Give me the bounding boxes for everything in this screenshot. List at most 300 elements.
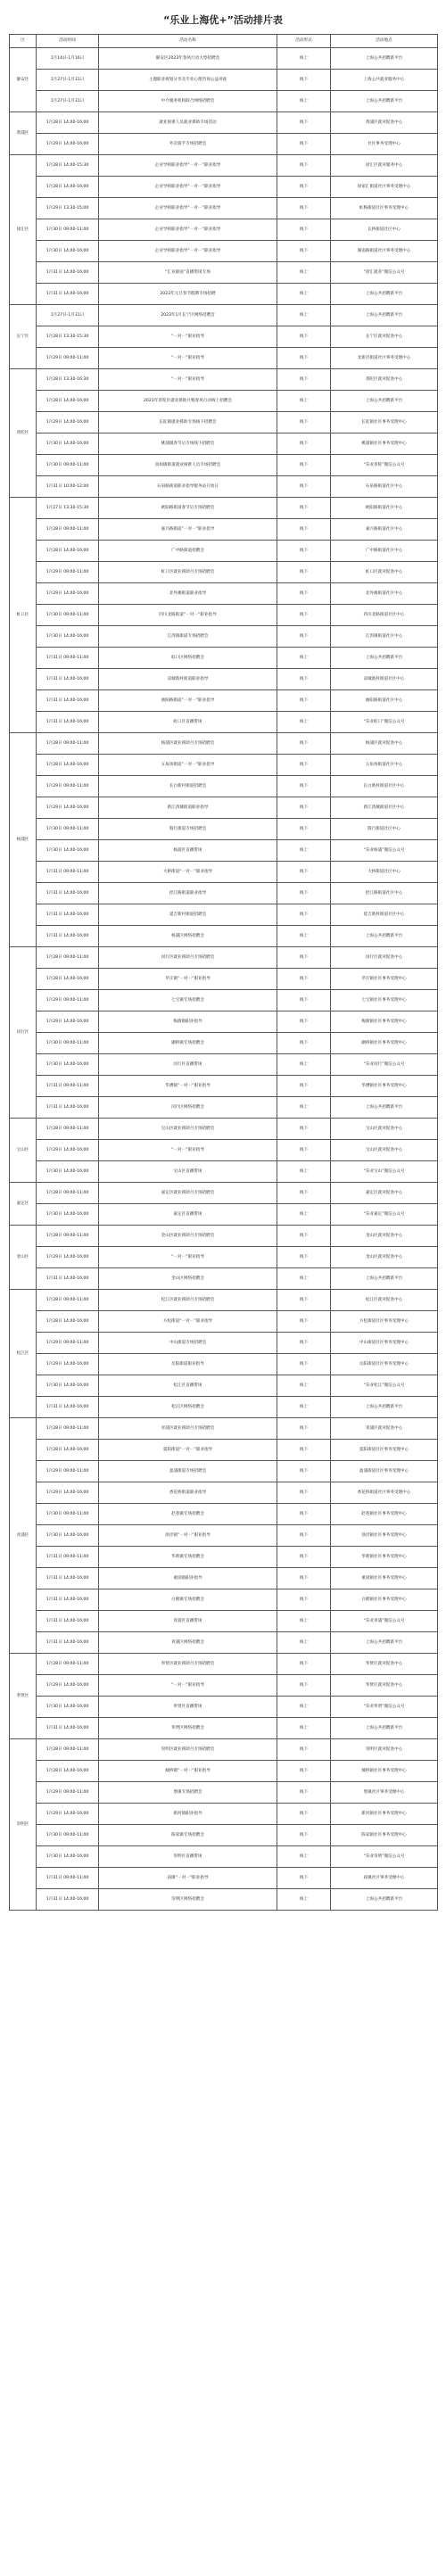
- header-location: 活动地点: [331, 35, 438, 48]
- activity-form-cell: 线下: [277, 1568, 331, 1589]
- activity-name-cell: 新江湾城街道职业指导: [99, 797, 277, 819]
- activity-name-cell: 就业困难人员就业援助专场活动: [99, 112, 277, 134]
- activity-form-cell: 线下: [277, 1761, 331, 1782]
- table-row: [10, 1504, 438, 1525]
- location-cell: 新江湾城街道社区中心: [331, 797, 438, 819]
- table-row: [10, 626, 438, 648]
- activity-form-cell: 线下: [277, 1119, 331, 1140]
- location-cell: 黄浦区就业促进中心: [331, 112, 438, 134]
- time-cell: 1月31日 14:00-16:00: [37, 1568, 99, 1589]
- table-row: [10, 733, 438, 755]
- time-cell: 1月30日 09:00-11:00: [37, 219, 99, 241]
- time-cell: 1月31日 09:00-11:00: [37, 1547, 99, 1568]
- location-cell: 曲阳路街道社区中心: [331, 690, 438, 712]
- activity-form-cell: 线下: [277, 1311, 331, 1333]
- activity-name-cell: 延吉新村街道招聘会: [99, 904, 277, 926]
- time-cell: 1月28日 14:00-15:30: [37, 155, 99, 177]
- activity-name-cell: “汇业职途”直播带岗专场: [99, 262, 277, 284]
- location-cell: 虹口区就业促进中心: [331, 562, 438, 583]
- table-row: [10, 541, 438, 562]
- activity-form-cell: 线下: [277, 605, 331, 626]
- district-cell: 徐汇区: [10, 155, 37, 305]
- time-cell: 1月31日 14:00-16:00: [37, 904, 99, 926]
- activity-name-cell: 盈浦街道专场招聘会: [99, 1461, 277, 1482]
- time-cell: 1月30日 14:00-16:00: [37, 626, 99, 648]
- table-row: [10, 1161, 438, 1183]
- time-cell: 1月30日 14:00-16:00: [37, 1697, 99, 1718]
- time-cell: 1月30日 14:00-16:00: [37, 1375, 99, 1397]
- activity-form-cell: 线下: [277, 519, 331, 541]
- time-cell: 1月31日 09:00-11:00: [37, 862, 99, 883]
- activity-form-cell: 线下: [277, 241, 331, 262]
- time-cell: 1月31日 14:00-16:00: [37, 1397, 99, 1418]
- activity-form-cell: 线下: [277, 776, 331, 797]
- time-cell: 1月28日 13:30-16:30: [37, 369, 99, 391]
- time-cell: 1月28日 14:00-16:00: [37, 391, 99, 412]
- activity-name-cell: 大桥街道“一对一”职业指导: [99, 862, 277, 883]
- activity-name-cell: 闵行区网络招聘会: [99, 1097, 277, 1119]
- time-cell: 1月28日 14:00-16:00: [37, 541, 99, 562]
- activity-form-cell: 线下: [277, 1418, 331, 1440]
- header-name: 活动名称: [99, 35, 277, 48]
- location-cell: 闵行区就业促进中心: [331, 947, 438, 969]
- time-cell: 1月31日 09:00-11:00: [37, 1076, 99, 1097]
- activity-name-cell: 杨浦区直播带岗: [99, 840, 277, 862]
- time-cell: 1月28日 14:00-16:00: [37, 112, 99, 134]
- location-cell: 徐泾镇社区事务受理中心: [331, 1525, 438, 1547]
- time-cell: 1月28日 09:00-11:00: [37, 1739, 99, 1761]
- activity-name-cell: 赵巷镇专场招聘会: [99, 1504, 277, 1525]
- activity-name-cell: 青浦区就业援助月专场招聘会: [99, 1418, 277, 1440]
- time-cell: 1月31日 14:00-16:00: [37, 669, 99, 690]
- time-cell: 1月29日 14:00-16:00: [37, 1675, 99, 1697]
- time-cell: 1月30日 14:00-16:00: [37, 1054, 99, 1076]
- location-cell: 香花桥街道社区事务受理中心: [331, 1482, 438, 1504]
- table-row: [10, 519, 438, 541]
- activity-form-cell: 线下: [277, 369, 331, 391]
- activity-form-cell: 线下: [277, 1354, 331, 1375]
- table-row: [10, 1097, 438, 1119]
- table-row: [10, 969, 438, 990]
- location-cell: 金山区就业促进中心: [331, 1247, 438, 1268]
- activity-form-cell: 线下: [277, 947, 331, 969]
- activity-name-cell: 曲阳路街道“一对一”职业指导: [99, 690, 277, 712]
- district-cell: 崇明区: [10, 1739, 37, 1911]
- activity-name-cell: 闵行区直播带岗: [99, 1054, 277, 1076]
- activity-name-cell: 徐泾镇“一对一”职业指导: [99, 1525, 277, 1547]
- location-cell: 上海公共招聘新平台: [331, 391, 438, 412]
- table-row: [10, 1525, 438, 1547]
- activity-name-cell: 青浦区网络招聘会: [99, 1632, 277, 1654]
- time-cell: 1月29日 14:00-16:00: [37, 1354, 99, 1375]
- activity-form-cell: 线上: [277, 1097, 331, 1119]
- time-cell: 1月28日 09:00-11:00: [37, 1119, 99, 1140]
- district-cell: 青浦区: [10, 1418, 37, 1654]
- location-cell: 七宝镇社区事务受理中心: [331, 990, 438, 1011]
- page-title: “乐业上海优+”活动排片表: [163, 14, 283, 26]
- activity-name-cell: 崇明区就业援助月专场招聘会: [99, 1739, 277, 1761]
- table-row: [10, 219, 438, 241]
- activity-form-cell: 线下: [277, 1739, 331, 1761]
- location-cell: 上海公共招聘新平台: [331, 1397, 438, 1418]
- table-row: [10, 1611, 438, 1632]
- location-cell: 徐家汇街道社区事务受理中心: [331, 177, 438, 198]
- activity-name-cell: 殷行街道专场招聘会: [99, 819, 277, 840]
- location-cell: “乐业嘉定”微信公众号: [331, 1204, 438, 1226]
- time-cell: 1月29日 14:00-16:00: [37, 1804, 99, 1825]
- activity-form-cell: 线下: [277, 326, 331, 348]
- location-cell: 上海公共招聘新平台: [331, 1097, 438, 1119]
- activity-form-cell: 线下: [277, 1183, 331, 1204]
- activity-name-cell: 江湾镇街道专场招聘会: [99, 626, 277, 648]
- table-row: [10, 690, 438, 712]
- location-cell: 奉贤区就业促进中心: [331, 1675, 438, 1697]
- location-cell: 长宁区就业促进中心: [331, 326, 438, 348]
- time-cell: 1月29日 09:00-11:00: [37, 1461, 99, 1482]
- activity-name-cell: 闵行区就业援助月专场招聘会: [99, 947, 277, 969]
- location-cell: 崇明区就业促进中心: [331, 1739, 438, 1761]
- activity-name-cell: 重固镇职业指导: [99, 1568, 277, 1589]
- activity-form-cell: 线上: [277, 1375, 331, 1397]
- activity-form-cell: 线下: [277, 690, 331, 712]
- location-cell: 梅陇镇社区事务受理中心: [331, 1011, 438, 1033]
- activity-form-cell: 线上: [277, 48, 331, 70]
- activity-name-cell: 中介服务机构联合网络招聘会: [99, 91, 277, 112]
- location-cell: “乐业崇明”微信公众号: [331, 1846, 438, 1868]
- table-row: [10, 755, 438, 776]
- time-cell: 1月31日 14:00-16:00: [37, 1097, 99, 1119]
- location-cell: 长桥街道社区中心: [331, 219, 438, 241]
- activity-form-cell: 线下: [277, 562, 331, 583]
- activity-form-cell: 线下: [277, 1504, 331, 1525]
- time-cell: 1月30日 14:00-16:00: [37, 1525, 99, 1547]
- location-cell: “乐业青浦”微信公众号: [331, 1611, 438, 1632]
- location-cell: 延吉新村街道社区中心: [331, 904, 438, 926]
- location-cell: 上海公共招聘新平台: [331, 648, 438, 669]
- time-cell: 1月29日 09:00-11:00: [37, 348, 99, 369]
- activity-form-cell: 线下: [277, 1868, 331, 1889]
- time-cell: 1月29日 14:00-16:00: [37, 797, 99, 819]
- activity-name-cell: “一对一”职业指导: [99, 348, 277, 369]
- table-row: [10, 70, 438, 91]
- time-cell: 1月29日 13:30-15:00: [37, 198, 99, 219]
- activity-name-cell: 方松街道“一对一”职业指导: [99, 1311, 277, 1333]
- time-cell: 1月29日 09:00-11:00: [37, 776, 99, 797]
- schedule-table: [9, 34, 438, 1911]
- location-cell: 华漕镇社区事务受理中心: [331, 1076, 438, 1097]
- activity-name-cell: 企业导师职业指导“一对一”职业指导: [99, 198, 277, 219]
- activity-name-cell: 石泉路街道职业指导服务站开放日: [99, 476, 277, 498]
- district-cell: 奉贤区: [10, 1654, 37, 1739]
- activity-name-cell: 松江区网络招聘会: [99, 1397, 277, 1418]
- table-row: [10, 776, 438, 797]
- time-cell: 1月14日-1月16日: [37, 48, 99, 70]
- activity-name-cell: “一对一”职业指导: [99, 369, 277, 391]
- district-cell: 黄浦区: [10, 112, 37, 155]
- activity-form-cell: 线下: [277, 155, 331, 177]
- table-row: [10, 1183, 438, 1204]
- time-cell: 1月31日 14:00-16:00: [37, 1268, 99, 1290]
- activity-name-cell: 莘庄镇“一对一”职业指导: [99, 969, 277, 990]
- table-row: [10, 1226, 438, 1247]
- activity-name-cell: 新河镇职业指导: [99, 1804, 277, 1825]
- activity-form-cell: 线下: [277, 1654, 331, 1675]
- activity-form-cell: 线下: [277, 1461, 331, 1482]
- table-row: [10, 91, 438, 112]
- activity-form-cell: 线下: [277, 198, 331, 219]
- activity-name-cell: 华漕镇“一对一”职业指导: [99, 1076, 277, 1097]
- activity-name-cell: 青浦区直播带岗: [99, 1611, 277, 1632]
- activity-form-cell: 线上: [277, 1397, 331, 1418]
- location-cell: “乐业普陀”微信公众号: [331, 455, 438, 476]
- table-row: [10, 1461, 438, 1482]
- time-cell: 1月29日 14:00-16:00: [37, 134, 99, 155]
- location-cell: 上海公共就业服务中心: [331, 70, 438, 91]
- activity-form-cell: 线上: [277, 1718, 331, 1739]
- table-row: [10, 1397, 438, 1418]
- time-cell: 1月31日 14:00-16:00: [37, 284, 99, 305]
- table-row: [10, 1739, 438, 1761]
- activity-form-cell: 线上: [277, 262, 331, 284]
- activity-form-cell: 线下: [277, 904, 331, 926]
- location-cell: 上海公共招聘新平台: [331, 91, 438, 112]
- time-cell: 1月30日 09:00-11:00: [37, 455, 99, 476]
- district-cell: 长宁区: [10, 305, 37, 369]
- activity-form-cell: 线下: [277, 455, 331, 476]
- table-row: [10, 1568, 438, 1589]
- location-cell: 上海公共招聘新平台: [331, 926, 438, 947]
- table-row: [10, 1333, 438, 1354]
- time-cell: 1月31日 14:00-16:00: [37, 1611, 99, 1632]
- table-row: [10, 669, 438, 690]
- district-cell: 闵行区: [10, 947, 37, 1119]
- activity-form-cell: 线下: [277, 219, 331, 241]
- activity-form-cell: 线上: [277, 648, 331, 669]
- location-cell: 广中路街道社区中心: [331, 541, 438, 562]
- activity-name-cell: 颛桥镇专场招聘会: [99, 1033, 277, 1054]
- time-cell: 1月28日 14:00-16:00: [37, 1311, 99, 1333]
- activity-name-cell: 崇明区网络招聘会: [99, 1889, 277, 1911]
- time-cell: 1月29日 14:00-16:00: [37, 1247, 99, 1268]
- activity-name-cell: 嘉定区直播带岗: [99, 1204, 277, 1226]
- table-row: [10, 1354, 438, 1375]
- activity-form-cell: 线下: [277, 476, 331, 498]
- table-row: [10, 455, 438, 476]
- activity-form-cell: 线下: [277, 1076, 331, 1097]
- activity-name-cell: 庙镇“一对一”职业指导: [99, 1868, 277, 1889]
- location-cell: 嘉兴路街道社区中心: [331, 519, 438, 541]
- time-cell: 1月28日 14:00-16:00: [37, 177, 99, 198]
- location-cell: 普陀区就业促进中心: [331, 369, 438, 391]
- activity-form-cell: 线下: [277, 1290, 331, 1311]
- time-cell: 1月30日 09:00-11:00: [37, 605, 99, 626]
- time-cell: 1月29日 14:00-16:00: [37, 1011, 99, 1033]
- time-cell: 1月31日 14:00-16:00: [37, 712, 99, 733]
- activity-name-cell: 奉贤区直播带岗: [99, 1697, 277, 1718]
- location-cell: 松江区就业促进中心: [331, 1290, 438, 1311]
- table-row: [10, 1011, 438, 1033]
- table-row: [10, 1054, 438, 1076]
- table-row: [10, 1418, 438, 1440]
- time-cell: 1月29日 09:00-11:00: [37, 990, 99, 1011]
- time-cell: 1月30日 14:00-16:00: [37, 241, 99, 262]
- location-cell: 庙镇社区事务受理中心: [331, 1868, 438, 1889]
- time-cell: 1月28日 09:00-11:00: [37, 1183, 99, 1204]
- activity-form-cell: 线下: [277, 1226, 331, 1247]
- location-cell: 夏阳街道社区事务受理中心: [331, 1440, 438, 1461]
- location-cell: 社区事务受理中心: [331, 134, 438, 155]
- activity-name-cell: 嘉兴路街道“一对一”职业指导: [99, 519, 277, 541]
- table-row: [10, 1782, 438, 1804]
- time-cell: 1月30日 09:00-11:00: [37, 1033, 99, 1054]
- activity-form-cell: 线上: [277, 91, 331, 112]
- time-cell: 1月27日-1月31日: [37, 70, 99, 91]
- activity-form-cell: 线下: [277, 1440, 331, 1461]
- time-cell: 1月31日 09:00-11:00: [37, 1868, 99, 1889]
- table-row: [10, 1119, 438, 1140]
- table-row: [10, 1140, 438, 1161]
- activity-name-cell: 松江区就业援助月专场招聘会: [99, 1290, 277, 1311]
- activity-form-cell: 线下: [277, 1675, 331, 1697]
- activity-form-cell: 线下: [277, 541, 331, 562]
- time-cell: 1月31日 14:00-16:00: [37, 1632, 99, 1654]
- schedule-body: [10, 48, 438, 1911]
- table-row: [10, 990, 438, 1011]
- activity-name-cell: 外卖骑手专场招聘会: [99, 134, 277, 155]
- activity-name-cell: 广中路街道招聘会: [99, 541, 277, 562]
- location-cell: 颛桥镇社区事务受理中心: [331, 1033, 438, 1054]
- location-cell: “乐业宝山”微信公众号: [331, 1161, 438, 1183]
- time-cell: 1月31日 14:00-16:00: [37, 262, 99, 284]
- activity-name-cell: 四川北路街道“一对一”职业指导: [99, 605, 277, 626]
- time-cell: 1月29日 14:00-16:00: [37, 583, 99, 605]
- activity-name-cell: 松江区直播带岗: [99, 1375, 277, 1397]
- table-row: [10, 1846, 438, 1868]
- table-row: [10, 947, 438, 969]
- activity-form-cell: 线下: [277, 1525, 331, 1547]
- activity-form-cell: 线上: [277, 1054, 331, 1076]
- activity-name-cell: 凉城新村街道职业指导: [99, 669, 277, 690]
- table-row: [10, 48, 438, 70]
- table-row: [10, 562, 438, 583]
- activity-name-cell: 杨浦区就业援助月专场招聘会: [99, 733, 277, 755]
- table-row: [10, 348, 438, 369]
- activity-name-cell: 夏阳街道“一对一”职业指导: [99, 1440, 277, 1461]
- time-cell: 1月29日 14:00-16:00: [37, 412, 99, 433]
- table-row: [10, 1547, 438, 1568]
- time-cell: 1月29日 09:00-11:00: [37, 1333, 99, 1354]
- table-row: [10, 1375, 438, 1397]
- time-cell: 1月31日 14:00-16:00: [37, 1889, 99, 1911]
- activity-form-cell: 线下: [277, 669, 331, 690]
- location-cell: 重固镇社区事务受理中心: [331, 1568, 438, 1589]
- activity-name-cell: 金山区网络招聘会: [99, 1268, 277, 1290]
- location-cell: 上海公共招聘新平台: [331, 48, 438, 70]
- table-header-row: [10, 35, 438, 48]
- activity-name-cell: 北外滩街道职业指导: [99, 583, 277, 605]
- activity-name-cell: “一对一”职业指导: [99, 326, 277, 348]
- activity-name-cell: “一对一”职业指导: [99, 1675, 277, 1697]
- activity-form-cell: 线上: [277, 712, 331, 733]
- time-cell: 1月30日 14:00-16:00: [37, 840, 99, 862]
- location-cell: 杨浦区就业促进中心: [331, 733, 438, 755]
- table-row: [10, 583, 438, 605]
- activity-form-cell: 线下: [277, 1333, 331, 1354]
- activity-form-cell: 线上: [277, 284, 331, 305]
- location-cell: 上海公共招聘新平台: [331, 1632, 438, 1654]
- activity-form-cell: 线下: [277, 1589, 331, 1611]
- district-cell: 普陀区: [10, 369, 37, 498]
- activity-form-cell: 线下: [277, 626, 331, 648]
- district-cell: 松江区: [10, 1290, 37, 1418]
- activity-name-cell: 欧阳路街道春节后专场招聘会: [99, 498, 277, 519]
- activity-form-cell: 线下: [277, 1547, 331, 1568]
- time-cell: 1月29日 09:00-11:00: [37, 1782, 99, 1804]
- activity-form-cell: 线下: [277, 990, 331, 1011]
- location-cell: 虹梅街道社区事务受理中心: [331, 198, 438, 219]
- activity-form-cell: 线上: [277, 1268, 331, 1290]
- activity-name-cell: 城桥镇“一对一”职业指导: [99, 1761, 277, 1782]
- table-row: [10, 1761, 438, 1782]
- location-cell: 白鹤镇社区事务受理中心: [331, 1589, 438, 1611]
- location-cell: 上海公共招聘新平台: [331, 1718, 438, 1739]
- activity-name-cell: 主题职业规划分享及专业心理咨询公益讲座: [99, 70, 277, 91]
- location-cell: 城桥镇社区事务受理中心: [331, 1761, 438, 1782]
- location-cell: “乐业虹口”微信公众号: [331, 712, 438, 733]
- activity-name-cell: 梅陇镇职业指导: [99, 1011, 277, 1033]
- activity-name-cell: 七宝镇专场招聘会: [99, 990, 277, 1011]
- header-time: 活动时间: [37, 35, 99, 48]
- district-cell: 宝山区: [10, 1119, 37, 1183]
- table-row: [10, 112, 438, 134]
- activity-name-cell: 桃浦镇春节后专场线下招聘会: [99, 433, 277, 455]
- header-form: 活动形式: [277, 35, 331, 48]
- table-row: [10, 1697, 438, 1718]
- location-cell: 赵巷镇社区事务受理中心: [331, 1504, 438, 1525]
- district-cell: 金山区: [10, 1226, 37, 1290]
- location-cell: “乐业松江”微信公众号: [331, 1375, 438, 1397]
- location-cell: 欧阳路街道社区中心: [331, 498, 438, 519]
- activity-name-cell: 宝山区直播带岗: [99, 1161, 277, 1183]
- time-cell: 1月28日 09:00-11:00: [37, 947, 99, 969]
- table-row: [10, 1482, 438, 1504]
- time-cell: 1月30日 14:00-16:00: [37, 1204, 99, 1226]
- activity-name-cell: 奉贤区网络招聘会: [99, 1718, 277, 1739]
- location-cell: 陈家镇社区事务受理中心: [331, 1825, 438, 1846]
- location-cell: 江湾镇街道社区中心: [331, 626, 438, 648]
- activity-form-cell: 线下: [277, 1825, 331, 1846]
- table-row: [10, 1033, 438, 1054]
- location-cell: 莘庄镇社区事务受理中心: [331, 969, 438, 990]
- location-cell: 徐汇区就业服务中心: [331, 155, 438, 177]
- table-row: [10, 648, 438, 669]
- activity-name-cell: 奉贤区就业援助月专场招聘会: [99, 1654, 277, 1675]
- activity-name-cell: 香花桥街道职业指导: [99, 1482, 277, 1504]
- table-row: [10, 326, 438, 348]
- activity-form-cell: 线下: [277, 862, 331, 883]
- activity-name-cell: 白鹤镇专场招聘会: [99, 1589, 277, 1611]
- time-cell: 1月28日 09:00-11:00: [37, 1226, 99, 1247]
- table-row: [10, 862, 438, 883]
- activity-name-cell: 嘉定区就业援助月专场招聘会: [99, 1183, 277, 1204]
- activity-form-cell: 线下: [277, 1482, 331, 1504]
- location-cell: 长白新村街道社区中心: [331, 776, 438, 797]
- time-cell: 1月28日 09:00-11:00: [37, 733, 99, 755]
- table-row: [10, 1868, 438, 1889]
- time-cell: 1月28日 14:00-16:00: [37, 969, 99, 990]
- table-row: [10, 177, 438, 198]
- location-cell: 凉城新村街道社区中心: [331, 669, 438, 690]
